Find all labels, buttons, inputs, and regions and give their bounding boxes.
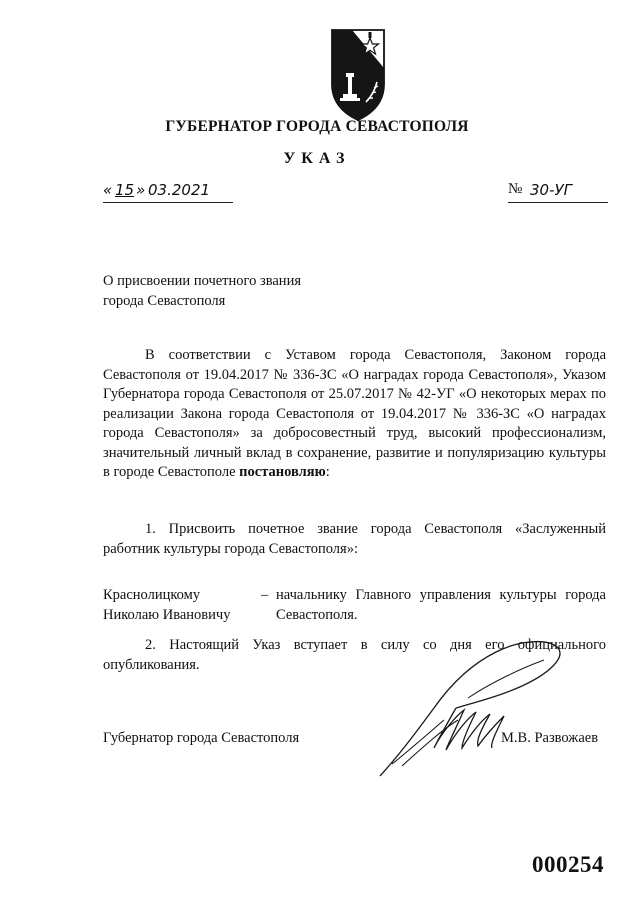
preamble-text: В соответствии с Уставом города Севастополя, Законом города Севастополя от 19.04.2017 № 336-ЗС «О наградах города Севастополя», Указом Губернатора города Севастополя от 25.07.2017 № 42-УГ «О некоторых мерах по реализации Закона города Севастополя от 19.04.2017 № 336-ЗС «О наградах города Севастополя» за добросовестный труд, высокий профессионализм, значительный личный вклад в сохранение, развитие и популяризацию культуры в городе Севастополе: [103, 347, 606, 480]
resolve-word: постановляю: [239, 464, 326, 480]
subject-line: города Севастополя: [103, 292, 226, 309]
number-sign: №: [508, 181, 523, 197]
signatory-name: М.В. Развожаев: [501, 730, 599, 746]
number-value: 30-УГ: [530, 181, 572, 199]
preamble-end: :: [325, 464, 330, 480]
decree-date: [103, 180, 233, 203]
subject-line: О присвоении почетного звания: [103, 273, 301, 289]
item-1-paragraph: 1. Присвоить почетное звание города Севастополя «Заслуженный работник культуры города Севастополя»:: [103, 521, 606, 557]
date-day: 15: [115, 181, 135, 199]
date-close-quote: »: [136, 181, 146, 199]
handwritten-signature: [372, 636, 578, 781]
awardee-surname: Краснолицкому: [103, 587, 201, 603]
awardee-name: [103, 586, 263, 625]
document-type-title: УКАЗ: [283, 150, 351, 167]
item-2-paragraph: 2. Настоящий Указ вступает в силу со дня его официального опубликования.: [103, 637, 606, 673]
decree-number: [508, 180, 608, 203]
date-open-quote: «: [103, 181, 113, 199]
awardee-given-names: Николаю Ивановичу: [103, 606, 231, 623]
preamble-paragraph: [103, 346, 606, 483]
document-serial-number: 000254: [532, 852, 604, 877]
date-month-year: 03.2021: [148, 181, 211, 199]
city-coat-of-arms: [330, 28, 386, 122]
issuing-authority: ГУБЕРНАТОР ГОРОДА СЕВАСТОПОЛЯ: [165, 118, 469, 135]
signatory-title: Губернатор города Севастополя: [103, 730, 300, 746]
awardee-dash: –: [261, 587, 269, 603]
awardee-position: начальнику Главного управления культуры города Севастополя.: [276, 587, 606, 623]
decree-subject: [103, 272, 363, 311]
